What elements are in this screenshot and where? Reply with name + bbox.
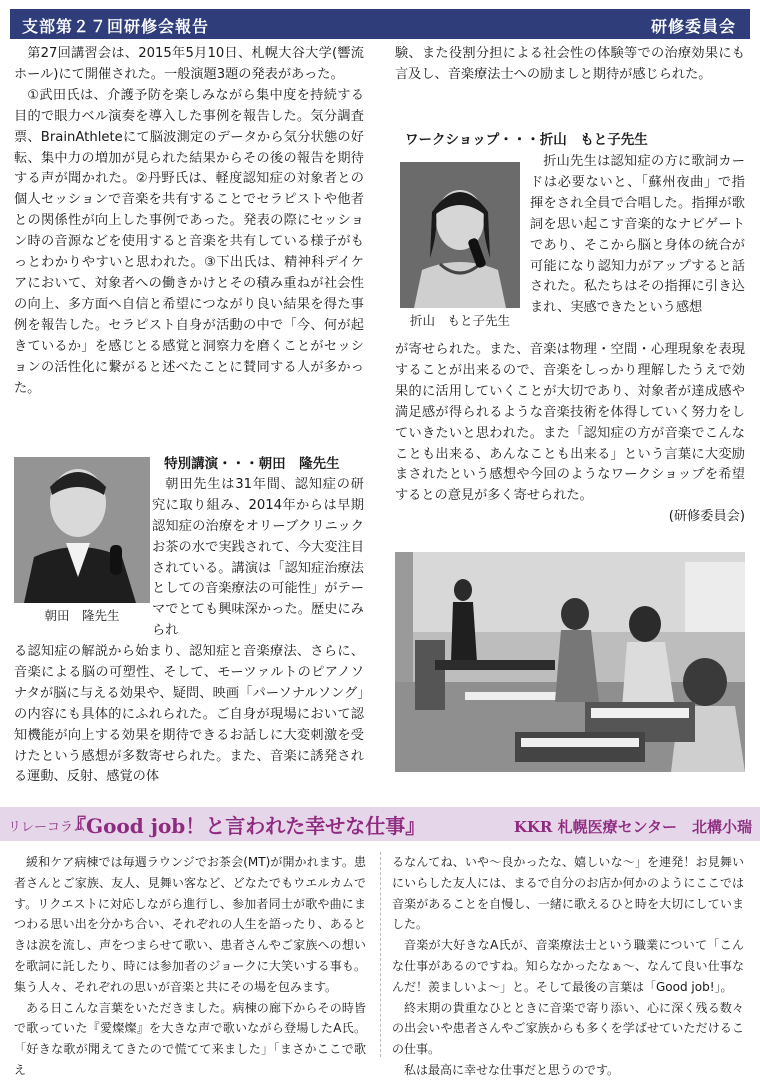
relay-right-column (392, 852, 744, 1081)
report-title: 支部第２７回研修会報告 (22, 17, 210, 36)
asada-photo (14, 457, 150, 603)
workshop-rest-text: が寄せられた。また、音楽は物理・空間・心理現象を表現することが出来るので、音楽をしっかり理解したうえで効果的に活用していくことが大切であり、対象者が達成感や満足感が得られるような音楽技術を体得していく努力をしていきたいと思われた。また「認知症の方が音楽でこんなことも出来る、あんなことも出来る」という言葉に大変励まされたという感想や今回のようなワークショップを希望するとの意見が多く寄せられた。 (395, 342, 745, 504)
asada-caption: 朝田 隆先生 (44, 608, 120, 623)
relay-column-title: 『Good job！と言われた幸せな仕事』 (66, 814, 426, 838)
workshop-title: ワークショップ・・・折山 もと子先生 (405, 132, 648, 148)
lecture-float (152, 454, 364, 642)
header-bar (10, 9, 750, 39)
reports-paragraph: ①武田氏は、介護予防を楽しみながら集中度を持続する目的で眼力ベル演奏を導入した事例を報告した。気分調査票、BrainAthleteにて脳波測定のデータから気分状態の好転、集中力の増加が見られた結果からその後の報告を期待する声が聞かれた。②丹野氏は、軽度認知症の対象者との個人セッションで音楽を共有することでセラピストや他者との関係性が向上した事例であった。発表の際にセッション時の音源などを使用すると音楽を共有している様子がもっとわかりやすいと思われた。③下出氏は、精神科デイケアにおいて、対象者への働きかけとその積み重ねが社会性の向上、多方面へ自信と希望につながり良い結果を得た事例を報告した。セラピスト自身が活動の中で「今、何が起きているか」を感じとる感覚と洞察力を磨くことがセッションの活性化に繋がると述べたことに賛同する人が多かった。 (14, 87, 364, 396)
oriyama-photo (400, 162, 520, 308)
lecture-rest-text: る認知症の解説から始まり、認知症と音楽療法、さらに、音楽による脳の可塑性、そして、モーツァルトのピアノソナタが脳に与える効果や、疑問、映画「パーソナルソング」の内容にも具体的にふれられた。ご自身が現場において認知機能が向上する効果を期待できるお話しに大変刺激を受けたという感想が多数寄せられた。また、音楽に誘発される運動、反射、感覚の体 (14, 644, 364, 785)
relay-paragraph-4: 音楽が大好きなA氏が、音楽療法士という職業について「こんな仕事があるのですね。知らなかったなぁ〜、なんて良い仕事なんだ！羨ましいよ〜」と。そして最後の言葉は「Good job!」。 (392, 938, 744, 994)
relay-column-label: リレーコラム (8, 820, 86, 835)
right-top (395, 44, 745, 86)
lecture-continued: 験、また役割分担による社会性の体験等での治療効果にも言及し、音楽療法士への励ましと期待が感じられた。 (395, 46, 745, 82)
oriyama-caption: 折山 もと子先生 (409, 313, 510, 328)
lecture-title: 特別講演・・・朝田 隆先生 (164, 456, 340, 472)
lecture-intro-text: 朝田先生は31年間、認知症の研究に取り組み、2014年からは早期認知症の治療をオリーブクリニックお茶の水で実践されて、今大変注目されている。講演は「認知症治療法としての音楽療法の可能性」がテーマでとても興味深かった。歴史にみられ (152, 476, 364, 639)
workshop-photo (395, 552, 745, 772)
column-divider (380, 852, 381, 1057)
asada-portrait-image (14, 457, 150, 603)
signature: (研修委員会) (668, 509, 745, 525)
workshop-intro-text: 折山先生は認知症の方に歌詞カードは必要ないと、「蘇州夜曲」で指揮をされ全員で合唱した。指揮が歌詞を思い起こす音楽的なナビゲートであり、そこから脳と身体の統合が可能になり認知力がアップすると話された。私たちはその指揮に引き込まれ、実感できたという感想 (530, 154, 745, 316)
left-column (14, 44, 364, 399)
workshop-scene-image (395, 552, 745, 772)
workshop-rest (395, 340, 745, 528)
lecture-rest (14, 642, 364, 788)
relay-paragraph-6: 私は最高に幸せな仕事だと思うのです。 (404, 1062, 620, 1077)
oriyama-portrait-image (400, 162, 520, 308)
workshop-float (530, 152, 745, 319)
relay-paragraph-3: るなんてね、いや〜良かったな、嬉しいな〜」を連発！お見舞いにいらした友人には、まるで自分のお店か何かのようにここでは音楽があることを自慢し、一緒に歌えるひと時を大切にしていました。 (392, 855, 744, 932)
relay-paragraph-1: 緩和ケア病棟では毎週ラウンジでお茶会(MT)が開かれます。患者さんとご家族、友人、見舞い客など、どなたでもウエルカムです。リクエストに対応しながら進行し、参加者同士が歌や曲にまつわる思い出を分かち合い、それぞれの人生を語ったり、あるときは涙を流し、声をつまらせて歌い、患者さんやご家族への想いを歌詞に託したり、時には参加者のジョークに大笑いする事も。集う人々、それぞれの思いが音楽と共にその場を包みます。 (14, 855, 366, 994)
relay-paragraph-2: ある日こんな言葉をいただきました。病棟の廊下からその時皆で歌っていた『愛燦燦』を大きな声で歌いながら登場したA氏。「好きな歌が聞えてきたので慌てて来ました」「まさかここで歌え (14, 1000, 366, 1077)
committee-label: 研修委員会 (650, 17, 736, 36)
intro-paragraph: 第27回講習会は、2015年5月10日、札幌大谷大学(響流ホール)にて開催された。一般演題3題の発表があった。 (14, 46, 364, 82)
relay-column-author: KKR 札幌医療センター 北構小瑞 (513, 818, 752, 836)
relay-column-bar (0, 807, 760, 841)
relay-left-column (14, 852, 366, 1081)
relay-paragraph-5: 終末期の貴重なひとときに音楽で寄り添い、心に深く残る数々の出会いや患者さんやご家族からも多くを学ばせていただけるこの仕事。 (392, 1000, 744, 1057)
